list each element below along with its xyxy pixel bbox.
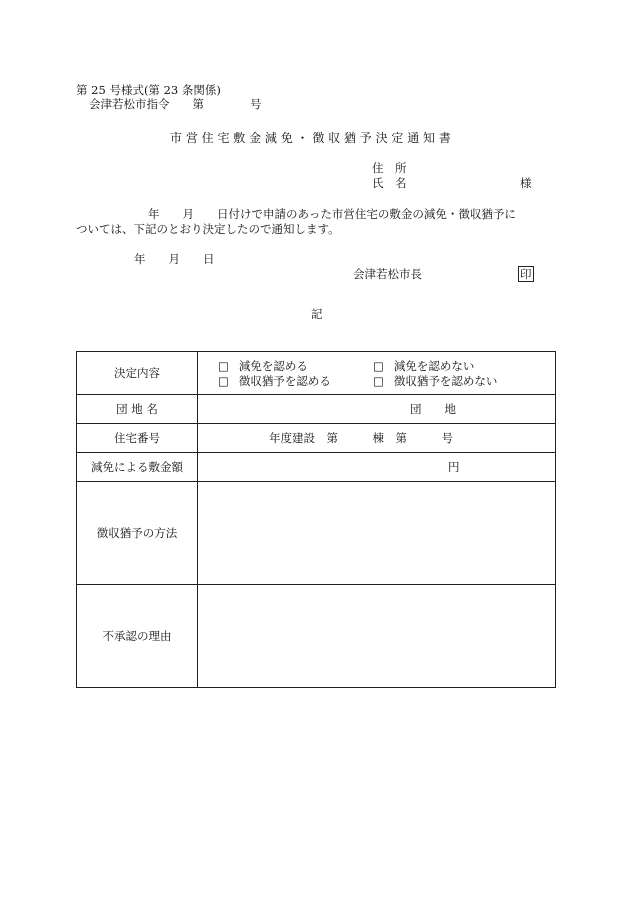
date-line: 年 月 日: [134, 252, 215, 266]
reference-number: 会津若松市指令 第 号: [89, 97, 262, 111]
deposit-unit: 円: [448, 460, 460, 474]
checkbox-icon[interactable]: □: [373, 358, 384, 373]
reason-row: [77, 585, 556, 688]
option-exemption-denied[interactable]: □ 減免を認めない: [373, 358, 475, 373]
option-exemption-approved[interactable]: □ 減免を認める: [218, 358, 308, 373]
method-row: [77, 482, 556, 585]
housing-label: 住宅番号: [77, 424, 198, 453]
housing-row: [77, 424, 556, 453]
issuer-title: 会津若松市長: [353, 267, 422, 281]
honorific: 様: [520, 176, 532, 190]
deposit-row: [77, 453, 556, 482]
address-label: 住 所: [372, 161, 407, 175]
name-label: 氏 名: [372, 176, 407, 190]
ki-heading: 記: [311, 307, 323, 321]
method-value-cell[interactable]: [198, 482, 556, 585]
decision-label: 決定内容: [77, 352, 198, 395]
checkbox-icon[interactable]: □: [373, 373, 384, 388]
seal-mark: 印: [520, 267, 532, 281]
document-title: 市 営 住 宅 敷 金 減 免 ・ 徴 収 猶 予 決 定 通 知 書: [170, 131, 451, 145]
body-line-2: ついては、下記のとおり決定したので通知します。: [76, 222, 340, 236]
option-deferral-approved[interactable]: □ 徴収猶予を認める: [218, 373, 331, 388]
checkbox-icon[interactable]: □: [218, 373, 229, 388]
body-line-1: 年 月 日付けで申請のあった市営住宅の敷金の減免・徴収猶予に: [148, 207, 516, 221]
housing-value-cell[interactable]: [198, 424, 556, 453]
decision-table: [76, 351, 556, 688]
option-deferral-denied[interactable]: □ 徴収猶予を認めない: [373, 373, 498, 388]
decision-row: [77, 352, 556, 395]
housing-value: 年度建設 第 棟 第 号: [269, 431, 453, 445]
method-label: 徴収猶予の方法: [77, 482, 198, 585]
estate-value-cell[interactable]: [198, 395, 556, 424]
reason-value-cell[interactable]: [198, 585, 556, 688]
estate-suffix: 団 地: [410, 402, 456, 416]
form-number: 第 25 号様式(第 23 条関係): [76, 83, 221, 97]
deposit-value-cell[interactable]: [198, 453, 556, 482]
estate-label: 団 地 名: [77, 395, 198, 424]
decision-options-cell: [198, 352, 556, 395]
checkbox-icon[interactable]: □: [218, 358, 229, 373]
estate-row: [77, 395, 556, 424]
deposit-label: 減免による敷金額: [77, 453, 198, 482]
reason-label: 不承認の理由: [77, 585, 198, 688]
